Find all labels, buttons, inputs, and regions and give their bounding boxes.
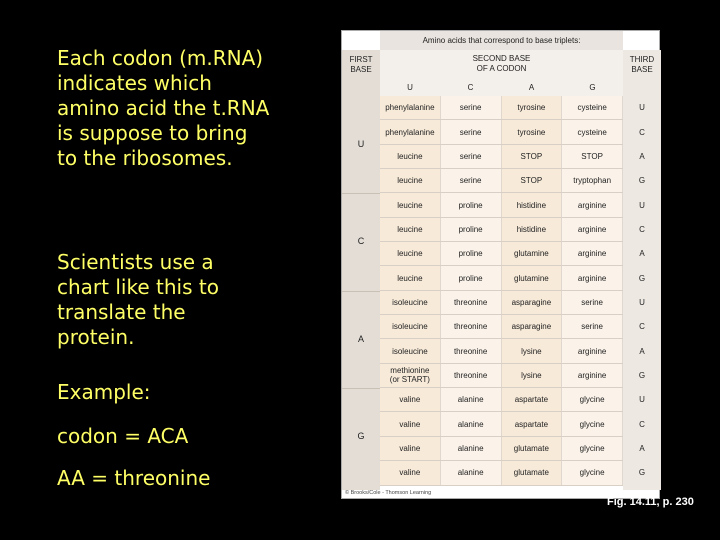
amino-acid-cell: arginine (562, 242, 623, 265)
amino-acid-cell: leucine (380, 218, 441, 241)
amino-acid-cell: threonine (441, 364, 502, 387)
third-base-header: THIRD BASE (629, 55, 655, 74)
slide-example-codon: codon = ACA (57, 424, 189, 448)
third-base-label: G (638, 371, 646, 381)
copyright-credit: © Brooks/Cole - Thomson Learning (345, 490, 432, 496)
amino-acid-cell: lysine (502, 364, 563, 387)
slide-example-aa: AA = threonine (57, 466, 211, 490)
table-row (380, 364, 623, 388)
first-base-separator (342, 388, 380, 389)
amino-acid-cell: isoleucine (380, 291, 441, 314)
amino-acid-cell: serine (562, 291, 623, 314)
amino-acid-cell: serine (562, 315, 623, 338)
third-base-label: A (639, 151, 645, 161)
amino-acid-cell: histidine (502, 218, 563, 241)
amino-acid-cell: valine (380, 412, 441, 435)
amino-acid-cell: threonine (441, 291, 502, 314)
amino-acid-cell: STOP (502, 169, 563, 192)
table-row (380, 193, 623, 217)
second-base-a: A (528, 83, 535, 92)
amino-acid-cell: methionine (or START) (380, 364, 441, 387)
slide-paragraph-chart: Scientists use a chart like this to translate the protein. (57, 250, 219, 349)
third-base-label: C (639, 419, 645, 429)
amino-acid-cell: glycine (562, 461, 623, 484)
third-base-label: G (638, 468, 646, 478)
figure-caption: Fig. 14.11, p. 230 (607, 496, 694, 508)
amino-acid-cell: glutamate (502, 437, 563, 460)
second-base-c: C (467, 83, 474, 92)
third-base-label: C (639, 127, 645, 137)
amino-acid-cell: phenylalanine (380, 120, 441, 143)
amino-acid-cell: serine (441, 96, 502, 119)
amino-acid-cell: glycine (562, 437, 623, 460)
third-base-label: A (639, 444, 645, 454)
table-row (380, 339, 623, 363)
third-base-label: G (638, 176, 646, 186)
table-title: Amino acids that correspond to base triplets: (380, 31, 623, 50)
amino-acid-cell: glutamate (502, 461, 563, 484)
amino-acid-cell: leucine (380, 145, 441, 168)
first-base-label: G (357, 430, 365, 441)
third-base-label: C (639, 322, 645, 332)
first-base-label: U (357, 138, 365, 149)
amino-acid-cell: tyrosine (502, 96, 563, 119)
first-base-column (342, 50, 380, 490)
table-row (380, 218, 623, 242)
amino-acid-cell: tryptophan (562, 169, 623, 192)
amino-acid-cell: cysteine (562, 96, 623, 119)
table-row (380, 437, 623, 461)
amino-acid-cell: proline (441, 193, 502, 216)
slide-example-label: Example: (57, 380, 151, 404)
table-row (380, 120, 623, 144)
amino-acid-cell: glutamine (502, 242, 563, 265)
table-row (380, 145, 623, 169)
amino-acid-cell: valine (380, 461, 441, 484)
amino-acid-cell: STOP (562, 145, 623, 168)
third-base-label: G (638, 273, 646, 283)
amino-acid-cell: isoleucine (380, 339, 441, 362)
third-base-label: A (639, 249, 645, 259)
third-base-label: A (639, 346, 645, 356)
first-base-header: FIRST BASE (349, 55, 373, 74)
table-row (380, 266, 623, 290)
amino-acid-cell: STOP (502, 145, 563, 168)
amino-acid-cell: leucine (380, 266, 441, 289)
third-base-label: C (639, 224, 645, 234)
table-row (380, 315, 623, 339)
amino-acid-cell: proline (441, 242, 502, 265)
amino-acid-cell: cysteine (562, 120, 623, 143)
amino-acid-cell: lysine (502, 339, 563, 362)
amino-acid-cell: arginine (562, 193, 623, 216)
third-base-label: U (639, 200, 645, 210)
table-row (380, 169, 623, 193)
amino-acid-cell: asparagine (502, 291, 563, 314)
amino-acid-cell: leucine (380, 193, 441, 216)
table-row (380, 388, 623, 412)
amino-acid-cell: alanine (441, 437, 502, 460)
amino-acid-cell: alanine (441, 388, 502, 411)
amino-acid-cell: isoleucine (380, 315, 441, 338)
amino-acid-grid (380, 96, 623, 486)
amino-acid-cell: aspartate (502, 412, 563, 435)
table-row (380, 461, 623, 485)
amino-acid-cell: asparagine (502, 315, 563, 338)
table-row (380, 96, 623, 120)
amino-acid-cell: glutamine (502, 266, 563, 289)
amino-acid-cell: glycine (562, 388, 623, 411)
second-base-u: U (407, 83, 413, 92)
first-base-separator (342, 291, 380, 292)
third-base-label: U (639, 103, 645, 113)
amino-acid-cell: arginine (562, 218, 623, 241)
codon-table (341, 30, 660, 499)
amino-acid-cell: serine (441, 169, 502, 192)
amino-acid-cell: alanine (441, 461, 502, 484)
first-base-label: A (357, 333, 364, 344)
first-base-label: C (357, 236, 365, 247)
amino-acid-cell: proline (441, 266, 502, 289)
slide-paragraph-codon: Each codon (m.RNA) indicates which amino acid the t.RNA is suppose to bring to the ribosomes. (57, 46, 270, 170)
amino-acid-cell: valine (380, 388, 441, 411)
second-base-g: G (589, 83, 596, 92)
amino-acid-cell: serine (441, 120, 502, 143)
table-row (380, 242, 623, 266)
amino-acid-cell: arginine (562, 364, 623, 387)
amino-acid-cell: valine (380, 437, 441, 460)
first-base-separator (342, 193, 380, 194)
table-row (380, 412, 623, 436)
amino-acid-cell: arginine (562, 266, 623, 289)
amino-acid-cell: serine (441, 145, 502, 168)
second-base-header: SECOND BASE OF A CODON (472, 54, 531, 73)
amino-acid-cell: leucine (380, 242, 441, 265)
amino-acid-cell: leucine (380, 169, 441, 192)
amino-acid-cell: histidine (502, 193, 563, 216)
amino-acid-cell: threonine (441, 315, 502, 338)
amino-acid-cell: glycine (562, 412, 623, 435)
third-base-label: U (639, 297, 645, 307)
third-base-label: U (639, 395, 645, 405)
amino-acid-cell: proline (441, 218, 502, 241)
amino-acid-cell: alanine (441, 412, 502, 435)
amino-acid-cell: arginine (562, 339, 623, 362)
amino-acid-cell: threonine (441, 339, 502, 362)
table-row (380, 291, 623, 315)
amino-acid-cell: tyrosine (502, 120, 563, 143)
amino-acid-cell: aspartate (502, 388, 563, 411)
amino-acid-cell: phenylalanine (380, 96, 441, 119)
